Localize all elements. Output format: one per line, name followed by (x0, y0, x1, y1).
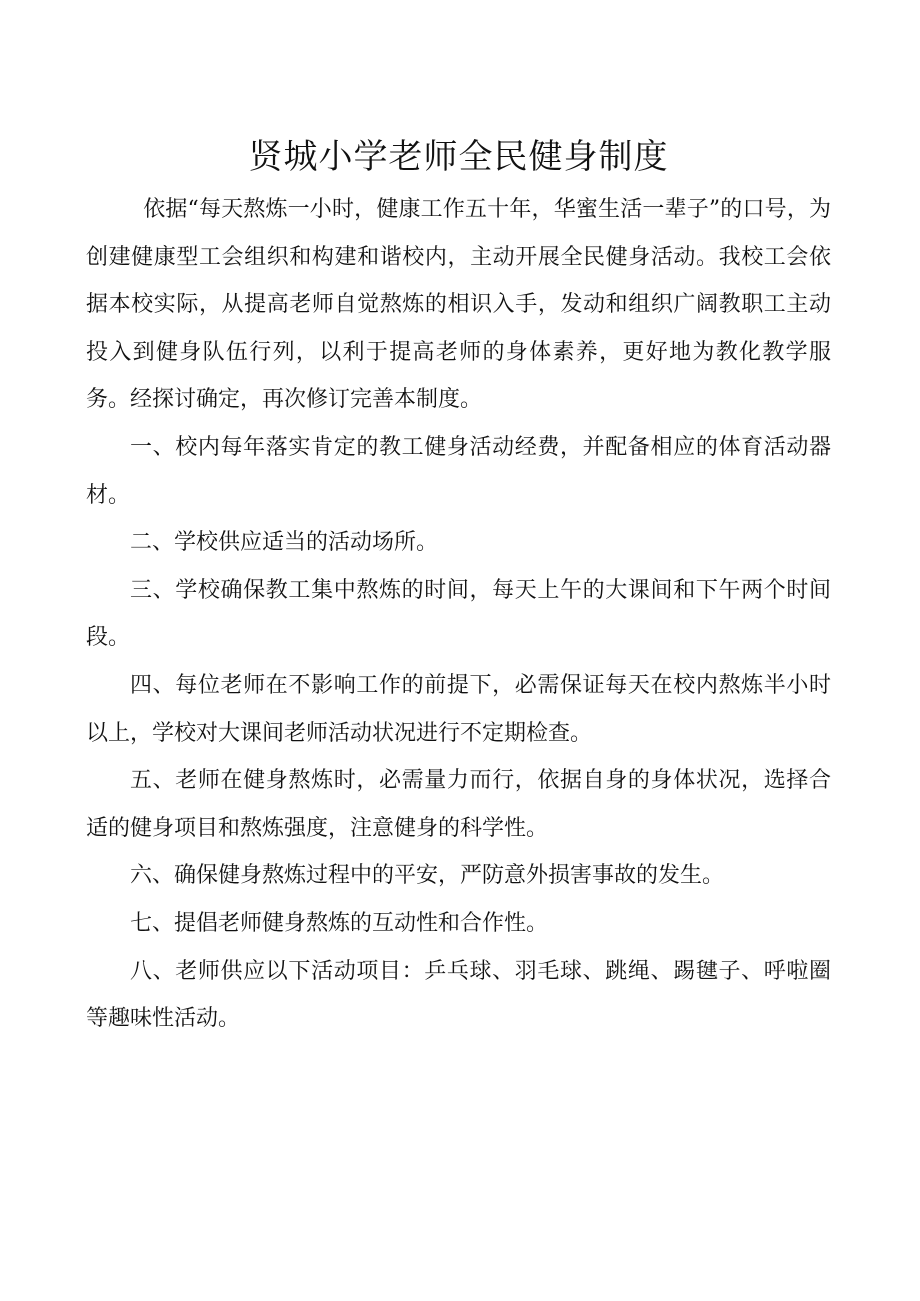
rule-item-6: 六、确保健身熬炼过程中的平安，严防意外损害事故的发生。 (130, 863, 725, 889)
rule-item-4: 四、每位老师在不影响工作的前提下，必需保证每天在校内熬炼半小时以上，学校对大课间老师活动状况进行不定期检查。 (86, 672, 831, 746)
rule-item-2: 二、学校供应适当的活动场所。 (130, 530, 439, 556)
intro-paragraph: 依据“每天熬炼一小时，健康工作五十年，华蜜生活一辈子”的口号，为创建健康型工会组织和构建和谐校内，主动开展全民健身活动。我校工会依据本校实际，从提高老师自觉熬炼的相识入手，发动和组织广阔教职工主动投入到健身队伍行列，以利于提高老师的身体素养，更好地为教化教学服务。经探讨确定，再次修订完善本制度。 (86, 197, 831, 413)
rule-item-3: 三、学校确保教工集中熬炼的时间，每天上午的大课间和下午两个时间段。 (86, 577, 831, 651)
document-title: 贤城小学老师全民健身制度 (248, 137, 669, 177)
document-page (86, 128, 831, 1043)
rule-item-1: 一、校内每年落实肯定的教工健身活动经费，并配备相应的体育活动器材。 (86, 434, 831, 508)
rule-item-8: 八、老师供应以下活动项目：乒乓球、羽毛球、跳绳、踢毽子、呼啦圈等趣味性活动。 (86, 958, 831, 1032)
rule-item-7: 七、提倡老师健身熬炼的互动性和合作性。 (130, 910, 549, 936)
rule-item-5: 五、老师在健身熬炼时，必需量力而行，依据自身的身体状况，选择合适的健身项目和熬炼强度，注意健身的科学性。 (86, 768, 831, 841)
